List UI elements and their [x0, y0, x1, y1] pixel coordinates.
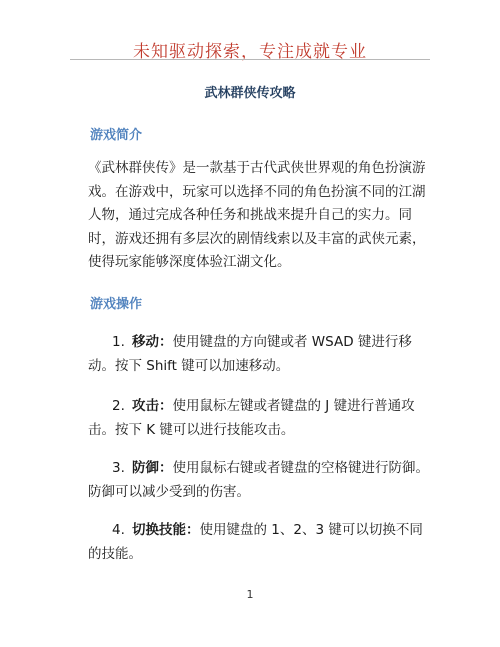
list-item-name: 防御： — [132, 460, 173, 476]
list-item-text: 使用键盘的 1、2、3 键可以切换不同的技能。 — [88, 522, 423, 562]
list-item-number: 4. — [112, 522, 125, 538]
document-title: 武林群侠传攻略 — [204, 86, 296, 101]
list-item-name: 移动： — [132, 334, 173, 350]
list-item-number: 1. — [112, 334, 125, 350]
list-item — [88, 394, 434, 442]
header-divider — [70, 59, 430, 60]
list-item — [88, 456, 434, 504]
header-slogan: 未知驱动探索，专注成就专业 — [133, 42, 367, 62]
list-item-name: 攻击： — [132, 398, 173, 414]
list-item-text: 使用鼠标左键或者键盘的 J 键进行普通攻击。按下 K 键可以进行技能攻击。 — [88, 398, 415, 438]
section-heading-controls: 游戏操作 — [90, 297, 143, 312]
list-item — [88, 330, 434, 378]
intro-paragraph: 《武林群侠传》是一款基于古代武侠世界观的角色扮演游戏。在游戏中，玩家可以选择不同的角色扮演不同的江湖人物，通过完成各种任务和挑战来提升自己的实力。同时，游戏还拥有多层次的剧情线索以及丰富的武侠元素，使得玩家能够深度体验江湖文化。 — [88, 160, 426, 270]
list-item-text: 使用鼠标右键或者键盘的空格键进行防御。防御可以减少受到的伤害。 — [88, 460, 429, 500]
list-item-number: 2. — [112, 398, 125, 414]
list-item-text: 使用键盘的方向键或者 WSAD 键进行移动。按下 Shift 键可以加速移动。 — [88, 334, 412, 374]
section-heading-intro: 游戏简介 — [90, 128, 143, 143]
list-item-name: 切换技能： — [132, 522, 200, 538]
page-number: 1 — [246, 588, 254, 601]
list-item-number: 3. — [112, 460, 125, 476]
list-item — [88, 518, 434, 566]
